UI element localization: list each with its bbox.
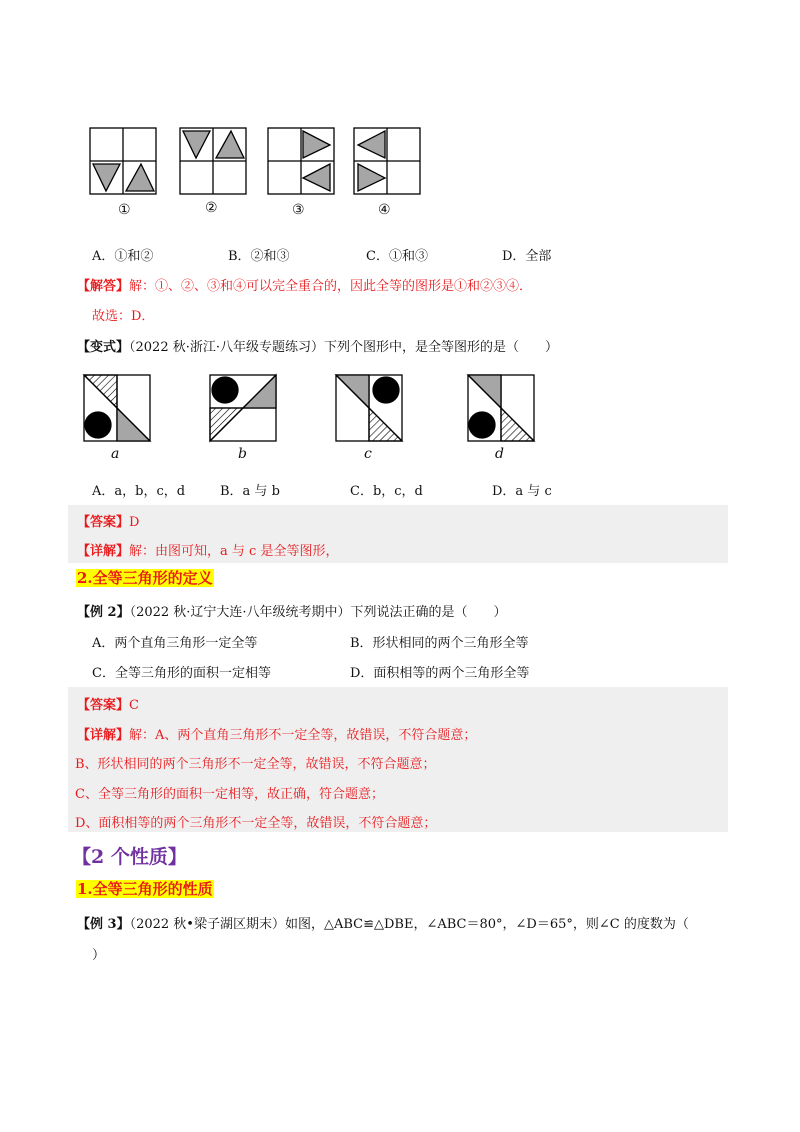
variant-option-d: D．a 与 c: [492, 484, 552, 499]
example2-stem-line: [77, 601, 507, 620]
q1-option-a: A．①和②: [92, 249, 154, 264]
figure-4: [354, 128, 420, 194]
example3-stem-end: ）: [92, 948, 106, 963]
variant-option-c: C．b，c，d: [350, 484, 423, 499]
example2-detail-line-3: D、面积相等的两个三角形不一定全等，故错误，不符合题意；: [75, 816, 437, 831]
figure-3: [268, 128, 334, 194]
example2-tag: 【例 2】: [77, 605, 130, 620]
figure-d: [468, 375, 534, 441]
variant-detail-text: 解：由图可知，a 与 c 是全等图形，: [129, 544, 339, 559]
example2-answer-line: [77, 694, 139, 713]
example2-detail-line-0: [77, 724, 476, 743]
heading-property: 1.全等三角形的性质: [77, 880, 213, 898]
figure-caption-4: ④: [378, 202, 391, 218]
q1-answer-label: 【解答】: [77, 279, 130, 294]
figure-caption-1: ①: [118, 202, 131, 218]
figure-2: [180, 128, 246, 194]
variant-answer-value: D: [129, 515, 140, 530]
figure-1: [90, 128, 156, 194]
figure-caption-b: b: [238, 446, 247, 462]
example2-stem: （2022 秋·辽宁大连·八年级统考期中）下列说法正确的是（ ）: [129, 605, 507, 620]
figure-a: [84, 375, 150, 441]
variant-option-a: A．a，b，c，d: [92, 484, 186, 499]
variant-tag: 【变式】: [77, 340, 130, 355]
figure-caption-a: a: [111, 446, 120, 462]
figure-caption-d: d: [495, 446, 504, 462]
example2-option-d: D．面积相等的两个三角形全等: [350, 666, 530, 681]
figure-set-1: [88, 126, 428, 198]
example2-answer-label: 【答案】: [77, 698, 130, 713]
example3-stem-line: [77, 913, 689, 932]
variant-detail-label: 【详解】: [77, 544, 130, 559]
q1-answer-line: [77, 275, 532, 294]
figure-caption-3: ③: [292, 202, 305, 218]
variant-answer-label: 【答案】: [77, 515, 130, 530]
q1-option-d: D．全部: [502, 249, 552, 264]
figure-caption-c: c: [364, 446, 372, 462]
q1-choice-line: 故选：D．: [92, 309, 155, 324]
example2-option-c: C．全等三角形的面积一定相等: [92, 666, 271, 681]
example3-stem: （2022 秋•梁子湖区期末）如图，△ABC≌△DBE，∠ABC＝80°，∠D＝65°，则∠C 的度数为（: [129, 917, 689, 932]
section-title: 【2 个性质】: [72, 846, 187, 868]
figure-caption-2: ②: [205, 200, 218, 216]
example2-option-b: B．形状相同的两个三角形全等: [350, 636, 529, 651]
q1-answer-text: 解：①、②、③和④可以完全重合的，因此全等的图形是①和②③④．: [129, 279, 533, 294]
example3-tag: 【例 3】: [77, 917, 130, 932]
example2-detail-label: 【详解】: [77, 728, 130, 743]
figure-c: [336, 375, 402, 441]
heading-definition: 2.全等三角形的定义: [77, 569, 213, 587]
q1-option-b: B．②和③: [228, 249, 290, 264]
example2-answer-value: C: [129, 698, 139, 713]
example2-detail-line-2: C、全等三角形的面积一定相等，故正确，符合题意；: [75, 787, 384, 802]
example2-detail-text-0: 解：A、两个直角三角形不一定全等，故错误，不符合题意；: [129, 728, 477, 743]
q1-option-c: C．①和③: [366, 249, 428, 264]
variant-stem-line: [77, 336, 558, 355]
variant-answer-line: [77, 511, 139, 530]
variant-stem: （2022 秋·浙江·八年级专题练习）下列个图形中，是全等图形的是（ ）: [129, 340, 558, 355]
example2-detail-line-1: B、形状相同的两个三角形不一定全等，故错误，不符合题意；: [75, 757, 436, 772]
figure-b: [210, 375, 276, 441]
example2-option-a: A．两个直角三角形一定全等: [92, 636, 258, 651]
variant-option-b: B．a 与 b: [220, 484, 280, 499]
variant-detail-line: [77, 540, 338, 559]
figure-set-2: [82, 373, 552, 445]
